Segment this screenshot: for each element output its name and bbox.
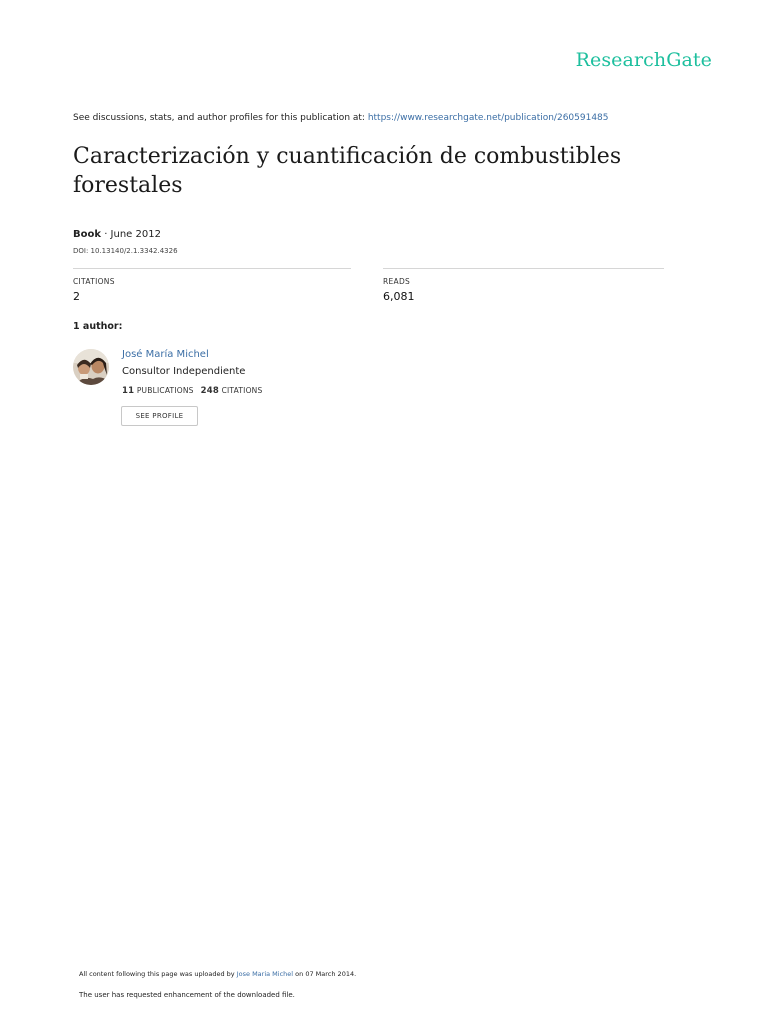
reads-divider — [383, 268, 664, 269]
author-publications-label: PUBLICATIONS — [136, 386, 194, 395]
researchgate-logo[interactable]: ResearchGate — [575, 49, 712, 71]
publication-date: · June 2012 — [101, 229, 161, 240]
upload-suffix: on 07 March 2014. — [293, 970, 357, 978]
uploader-name-link[interactable]: Jose Maria Michel — [236, 970, 294, 978]
citations-divider — [73, 268, 351, 269]
publication-url-link[interactable]: https://www.researchgate.net/publication/260591485 — [367, 113, 609, 123]
upload-notice — [79, 970, 356, 978]
citations-value: 2 — [73, 290, 80, 303]
authors-count: 1 author: — [73, 321, 123, 332]
publication-title: Caracterización y cuantificación de combustibles forestales — [73, 144, 622, 198]
upload-prefix: All content following this page was uploaded by — [79, 970, 237, 978]
source-line — [73, 113, 609, 123]
author-photo-icon — [73, 349, 109, 385]
source-intro-text: See discussions, stats, and author profiles for this publication at: — [73, 113, 368, 123]
author-stats — [122, 386, 262, 396]
publication-type: Book — [73, 229, 102, 240]
author-publications-count: 11 — [122, 386, 135, 396]
author-avatar[interactable] — [73, 349, 109, 385]
publication-doi: DOI: 10.13140/2.1.3342.4326 — [73, 247, 178, 255]
author-name-link[interactable]: José María Michel — [122, 349, 209, 360]
see-profile-button[interactable]: SEE PROFILE — [121, 406, 198, 426]
enhancement-note: The user has requested enhancement of the downloaded file. — [79, 991, 295, 999]
author-citations-count: 248 — [200, 386, 219, 396]
author-citations-label: CITATIONS — [221, 386, 263, 395]
author-affiliation: Consultor Independiente — [122, 366, 246, 377]
reads-label: READS — [383, 277, 411, 286]
reads-value: 6,081 — [383, 290, 415, 303]
citations-label: CITATIONS — [73, 277, 115, 286]
publication-meta — [73, 229, 161, 240]
